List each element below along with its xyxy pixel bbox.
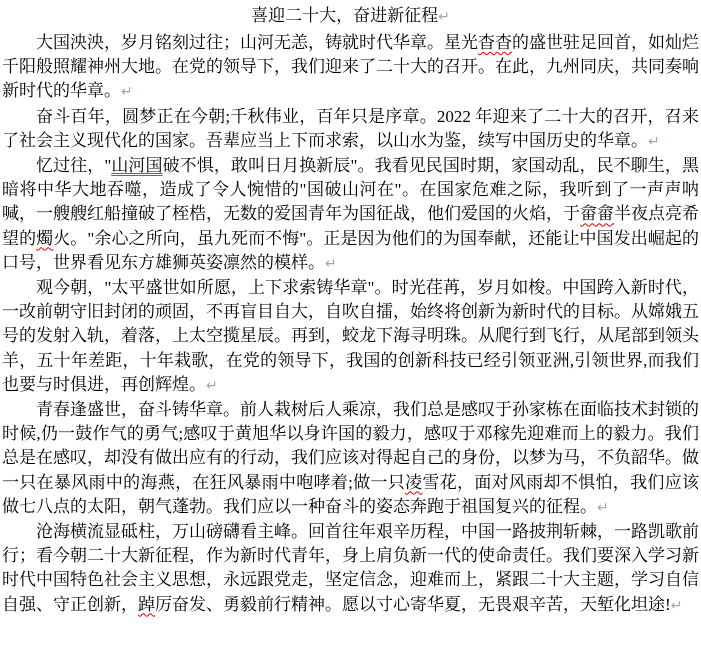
paragraph-mark-icon: ↵	[648, 133, 660, 150]
paragraph-mark-icon: ↵	[325, 255, 337, 272]
text-segment[interactable]: 的盛世驻足回首，如灿烂千阳般照耀神州大地。在党的领导下，我们迎来了二十大的召开。在此，九州同庆，共同奏响新时代的华章。	[2, 33, 699, 101]
spellcheck-flagged-text[interactable]: 畲畲	[580, 204, 614, 224]
text-segment[interactable]: 大国泱泱，岁月铭刻过往；山河无恙，铸就时代华章。星光	[36, 33, 478, 52]
spellcheck-flagged-text[interactable]: 燭	[36, 228, 54, 248]
spellcheck-flagged-text[interactable]: 杳杳	[478, 33, 512, 52]
text-segment[interactable]: 雪花，面对风雨却不惧怕，我们应该做七八点的太阳，朝气蓬勃。我们应以一种奋斗的姿态奔跑于祖国复兴的征程。	[2, 472, 700, 516]
spellcheck-flagged-text[interactable]: 踔	[138, 594, 155, 614]
grammar-flagged-text[interactable]: 山河国	[111, 156, 163, 176]
paragraph-mark-icon: ↵	[597, 499, 609, 516]
paragraph-2[interactable]	[2, 105, 699, 154]
text-segment[interactable]: 喜迎二十大，奋进新征程	[251, 6, 439, 25]
paragraph-mark-icon: ↵	[121, 84, 133, 101]
text-segment[interactable]: 沧海横流显砥柱，万山磅礴看主峰。回首往年艰辛历程，中国一路披荆斩棘，一路凯歌前行；看今朝二十大新征程，作为新时代青年，身上肩负新一代的使命责任。我们要深入学习新时代中国特色社会主义思想，永远跟党走，坚定信念，迎难而上，紧跟二十大主题，学习自信自强、守正创新，	[2, 522, 699, 614]
paragraph-4[interactable]	[2, 276, 699, 398]
paragraph-mark-icon: ↵	[670, 597, 683, 614]
paragraph-mark-icon: ↵	[438, 9, 450, 25]
spellcheck-flagged-text[interactable]: 凌	[405, 472, 423, 492]
text-segment[interactable]: 半夜点亮希望的	[2, 204, 699, 248]
text-segment[interactable]: 忆过往，"	[36, 156, 112, 176]
text-segment[interactable]: 观今朝，"太平盛世如所愿，上下求索铸华章"。时光荏苒，岁月如梭。中国跨入新时代，一改前朝守旧封闭的顽固，不再盲目自大，自吹自擂，始终将创新为新时代的目标。从嫦娥五号的发射入轨，着落，上太空揽星辰。再到，蛟龙下海寻明珠。从爬行到飞行，从尾部到领头羊，五十年差距，十年栽歌，在党的领导下，我国的创新科技已经引领亚洲,引领世界,而我们也要与时俱进，再创辉煌。	[2, 278, 699, 394]
document-title	[2, 3, 699, 30]
paragraph-1[interactable]	[2, 31, 699, 105]
paragraph-6[interactable]	[2, 520, 699, 618]
text-segment[interactable]: 青春逢盛世，奋斗铸华章。前人栽树后人乘凉，我们总是感叹于孙家栋在面临技术封锁的时候,仍一鼓作气的勇气;感叹于黄旭华以身许国的毅力，感叹于邓稼先迎难而上的毅力。我们总是在感叹，却没有做出应有的行动，我们应该对得起自己的身份，以梦为马，不负韶华。做一只在暴风雨中的海燕，在狂风暴雨中咆哮着;做一只	[2, 400, 699, 492]
paragraph-mark-icon: ↵	[206, 377, 218, 394]
text-segment[interactable]: 火。"余心之所向，虽九死而不悔"。正是因为他们的为国奉献，还能让中国发出崛起的口号，世界看见东方雄狮英姿凛然的模样。	[2, 228, 699, 272]
paragraph-5[interactable]	[2, 398, 699, 520]
text-segment[interactable]: 奋斗百年，圆梦正在今朝;千秋伟业，百年只是序章。2022 年迎来了二十大的召开，召来了社会主义现代化的国家。吾辈应当上下而求索，以山水为鉴，续写中国历史的华章。	[2, 106, 699, 150]
text-segment[interactable]: 破不惧，敢叫日月换新辰"。我看见民国时期，家国动乱，民不聊生，黑暗将中华大地吞噬，造成了令人惋惜的"国破山河在"。在国家危难之际，我听到了一声声呐喊，一艘艘红船撞破了桎梏，无数的爱国青年为国征战，他们爱国的火焰，于	[2, 156, 699, 224]
paragraph-3[interactable]	[2, 154, 699, 276]
text-segment[interactable]: 厉奋发、勇毅前行精神。愿以寸心寄华夏，无畏艰辛苦，天堑化坦途!	[155, 594, 671, 614]
